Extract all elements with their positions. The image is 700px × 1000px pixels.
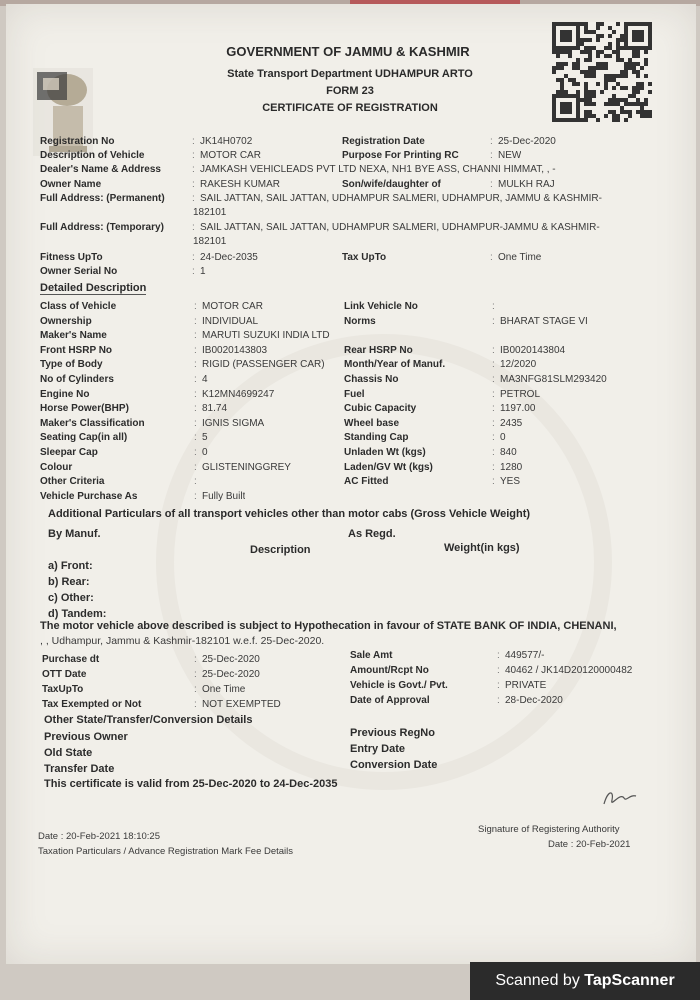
detail-left-13-colon: : <box>194 490 197 502</box>
detailed-description-heading: Detailed Description <box>40 282 147 294</box>
detail-right-12-label: AC Fitted <box>344 476 389 488</box>
right-top-0-value: 25-Dec-2020 <box>498 136 556 147</box>
validity-statement: This certificate is valid from 25-Dec-2020 to 24-Dec-2035 <box>44 778 338 790</box>
detail-left-6-colon: : <box>194 388 197 400</box>
field-5-value: SAIL JATTAN, SAIL JATTAN, UDHAMPUR SALMERI, UDHAMPUR-JAMMU & KASHMIR- <box>200 222 600 233</box>
detail-left-4-colon: : <box>194 359 197 371</box>
detail-left-11-colon: : <box>194 461 197 473</box>
purchase-right-3-colon: : <box>497 695 500 706</box>
detail-right-9-label: Standing Cap <box>344 432 409 444</box>
detail-right-0-colon: : <box>492 301 495 312</box>
scanner-brand: TapScanner <box>584 972 675 989</box>
field-4-value-cont: 182101 <box>193 207 227 218</box>
header-certificate: CERTIFICATE OF REGISTRATION <box>262 102 438 114</box>
detail-left-1-value: INDIVIDUAL <box>202 315 259 327</box>
taxation-details: Taxation Particulars / Advance Registration Mark Fee Details <box>38 846 294 857</box>
header-form: FORM 23 <box>326 85 374 97</box>
detail-left-11-label: Colour <box>40 461 73 473</box>
purchase-left-0-label: Purchase dt <box>42 654 100 665</box>
detail-left-12-colon: : <box>194 476 197 488</box>
axle-other: c) Other: <box>48 592 94 604</box>
purchase-right-0-label: Sale Amt <box>350 650 393 661</box>
purchase-right-1-colon: : <box>497 665 500 676</box>
detail-right-11-colon: : <box>492 461 495 473</box>
detail-right-10-label: Unladen Wt (kgs) <box>344 447 426 458</box>
detail-right-9-colon: : <box>492 432 495 444</box>
right-top-2-colon: : <box>490 179 493 190</box>
header-government: GOVERNMENT OF JAMMU & KASHMIR <box>226 44 470 59</box>
additional-particulars-heading: Additional Particulars of all transport vehicles other than motor cabs (Gross Vehicle Weight) <box>48 508 531 520</box>
axle-tandem: d) Tandem: <box>48 608 107 620</box>
detail-right-10-value: 840 <box>500 447 517 458</box>
field-5-label: Full Address: (Temporary) <box>40 222 164 233</box>
field-2-value: JAMKASH VEHICLEADS PVT LTD NEXA, NH1 BYE ASS, CHANNI HIMMAT, , - <box>200 164 556 175</box>
detail-right-7-colon: : <box>492 403 495 415</box>
header-department: State Transport Department UDHAMPUR ARTO <box>227 68 473 80</box>
detail-left-8-colon: : <box>194 417 197 429</box>
purchase-right-2-colon: : <box>497 680 500 691</box>
detail-left-5-label: No of Cylinders <box>40 374 114 385</box>
detail-right-5-colon: : <box>492 374 495 385</box>
field-2-colon: : <box>192 164 195 175</box>
scanner-badge <box>470 962 700 1000</box>
print-date: Date : 20-Feb-2021 18:10:25 <box>38 831 161 842</box>
purchase-left-2-colon: : <box>194 684 197 695</box>
right-top-1-colon: : <box>490 150 493 161</box>
detail-left-3-colon: : <box>194 344 197 356</box>
field-0-colon: : <box>192 136 195 147</box>
purchase-right-1-value: 40462 / JK14D20120000482 <box>505 665 633 676</box>
purchase-right-3-value: 28-Dec-2020 <box>505 695 563 706</box>
detail-right-11-label: Laden/GV Wt (kgs) <box>344 461 433 473</box>
purchase-right-0-colon: : <box>497 650 500 661</box>
detail-right-3-colon: : <box>492 344 495 356</box>
field-6-value: 24-Dec-2035 <box>200 252 258 263</box>
detail-left-9-label: Seating Cap(in all) <box>40 432 128 444</box>
detail-right-5-value: MA3NFG81SLM293420 <box>500 374 607 385</box>
detail-right-4-label: Month/Year of Manuf. <box>344 359 446 371</box>
entry-date-label: Entry Date <box>350 743 406 755</box>
detail-right-4-value: 12/2020 <box>500 359 537 371</box>
detail-left-1-label: Ownership <box>40 315 92 327</box>
weight-column: Weight(in kgs) <box>444 542 520 554</box>
signature-icon <box>600 786 640 810</box>
scanner-prefix: Scanned by <box>495 972 585 989</box>
detail-right-12-colon: : <box>492 476 495 488</box>
detail-right-9-value: 0 <box>500 432 506 444</box>
detail-left-1-colon: : <box>194 315 197 327</box>
field-2-label: Dealer's Name & Address <box>40 164 161 175</box>
detail-left-2-label: Maker's Name <box>40 330 107 342</box>
field-7-colon: : <box>192 266 195 277</box>
right-top-1-label: Purpose For Printing RC <box>342 150 459 161</box>
purchase-left-2-label: TaxUpTo <box>42 684 84 695</box>
conversion-date-label: Conversion Date <box>350 759 438 771</box>
description-column: Description <box>250 544 311 556</box>
detail-right-1-colon: : <box>492 315 495 327</box>
detail-left-4-value: RIGID (PASSENGER CAR) <box>202 359 325 371</box>
field-1-value: MOTOR CAR <box>200 150 261 161</box>
field-7-value: 1 <box>200 266 206 277</box>
hypothecation-line-1: The motor vehicle above described is subject to Hypothecation in favour of STATE BANK OF INDIA, CHENANI, <box>40 620 617 632</box>
detail-left-5-colon: : <box>194 374 197 385</box>
detail-right-11-value: 1280 <box>500 461 523 473</box>
detail-right-8-colon: : <box>492 417 495 429</box>
detail-right-6-colon: : <box>492 388 495 400</box>
detail-left-9-colon: : <box>194 432 197 444</box>
right-top-2-value: MULKH RAJ <box>498 179 555 190</box>
detail-right-4-colon: : <box>492 359 495 371</box>
purchase-right-2-label: Vehicle is Govt./ Pvt. <box>350 680 448 691</box>
purchase-left-1-label: OTT Date <box>42 669 87 680</box>
detail-left-0-value: MOTOR CAR <box>202 301 263 312</box>
detail-left-2-value: MARUTI SUZUKI INDIA LTD <box>202 330 330 342</box>
detail-right-3-label: Rear HSRP No <box>344 344 413 356</box>
signature-date: Date : 20-Feb-2021 <box>548 839 631 850</box>
right-top-3-value: One Time <box>498 252 542 263</box>
detail-right-1-label: Norms <box>344 315 376 327</box>
by-manuf-label: By Manuf. <box>48 528 101 540</box>
old-state-label: Old State <box>44 747 93 759</box>
field-5-colon: : <box>192 222 195 233</box>
detail-right-3-value: IB0020143804 <box>500 344 566 356</box>
purchase-left-0-colon: : <box>194 654 197 665</box>
transfer-date-label: Transfer Date <box>44 763 115 775</box>
detail-left-7-colon: : <box>194 403 197 415</box>
field-1-colon: : <box>192 150 195 161</box>
detail-left-3-label: Front HSRP No <box>40 344 113 356</box>
purchase-right-3-label: Date of Approval <box>350 695 430 706</box>
detail-left-3-value: IB0020143803 <box>202 344 268 356</box>
field-4-value: SAIL JATTAN, SAIL JATTAN, UDHAMPUR SALMERI, UDHAMPUR, JAMMU & KASHMIR- <box>200 193 602 204</box>
as-regd-label: As Regd. <box>348 528 396 540</box>
detail-left-2-colon: : <box>194 330 197 342</box>
purchase-right-1-label: Amount/Rcpt No <box>350 665 429 676</box>
detail-left-8-value: IGNIS SIGMA <box>202 417 265 429</box>
transfer-heading: Other State/Transfer/Conversion Details <box>44 714 253 726</box>
detail-left-6-label: Engine No <box>40 388 90 400</box>
field-4-colon: : <box>192 193 195 204</box>
detail-right-8-label: Wheel base <box>344 417 400 429</box>
purchase-left-3-label: Tax Exempted or Not <box>42 699 142 710</box>
axle-rear: b) Rear: <box>48 576 90 588</box>
detail-left-11-value: GLISTENINGGREY <box>202 461 291 473</box>
detail-right-7-value: 1197.00 <box>500 403 536 415</box>
purchase-left-1-value: 25-Dec-2020 <box>202 669 260 680</box>
field-0-label: Registration No <box>40 136 115 147</box>
previous-regno-label: Previous RegNo <box>350 727 435 739</box>
purchase-right-0-value: 449577/- <box>505 650 545 661</box>
field-7-label: Owner Serial No <box>40 266 118 277</box>
detail-left-10-value: 0 <box>202 447 208 458</box>
purchase-right-2-value: PRIVATE <box>505 680 547 691</box>
right-top-3-label: Tax UpTo <box>342 252 387 263</box>
detail-left-13-value: Fully Built <box>202 490 246 502</box>
detail-left-13-label: Vehicle Purchase As <box>40 490 138 502</box>
detail-left-8-label: Maker's Classification <box>40 417 145 429</box>
detail-right-7-label: Cubic Capacity <box>344 403 417 415</box>
detail-left-6-value: K12MN4699247 <box>202 388 275 400</box>
right-top-0-label: Registration Date <box>342 136 425 147</box>
field-1-label: Description of Vehicle <box>40 150 145 161</box>
detail-right-6-label: Fuel <box>344 388 365 400</box>
detail-left-7-value: 81.74 <box>202 403 228 415</box>
detail-left-10-colon: : <box>194 447 197 458</box>
field-0-value: JK14H0702 <box>200 136 253 147</box>
right-top-0-colon: : <box>490 136 493 147</box>
purchase-left-0-value: 25-Dec-2020 <box>202 654 260 665</box>
field-6-label: Fitness UpTo <box>40 252 103 263</box>
field-3-value: RAKESH KUMAR <box>200 179 281 190</box>
detail-right-12-value: YES <box>500 476 521 488</box>
right-top-1-value: NEW <box>498 150 522 161</box>
right-top-2-label: Son/wife/daughter of <box>342 179 441 190</box>
detail-left-0-label: Class of Vehicle <box>40 301 117 312</box>
right-top-3-colon: : <box>490 252 493 263</box>
detail-left-12-label: Other Criteria <box>40 476 105 488</box>
detail-right-10-colon: : <box>492 447 495 458</box>
detail-left-9-value: 5 <box>202 432 208 444</box>
detail-left-10-label: Sleepar Cap <box>40 447 98 458</box>
hypothecation-line-2: , , Udhampur, Jammu & Kashmir-182101 w.e.f. 25-Dec-2020. <box>40 635 325 647</box>
detail-right-0-label: Link Vehicle No <box>344 301 418 312</box>
field-3-colon: : <box>192 179 195 190</box>
detail-left-4-label: Type of Body <box>40 359 103 371</box>
detail-right-8-value: 2435 <box>500 417 523 429</box>
detail-right-1-value: BHARAT STAGE VI <box>500 315 588 327</box>
detail-left-7-label: Horse Power(BHP) <box>40 403 129 415</box>
detail-right-5-label: Chassis No <box>344 374 399 385</box>
signature-label: Signature of Registering Authority <box>478 824 620 835</box>
purchase-left-3-value: NOT EXEMPTED <box>202 699 281 710</box>
purchase-left-2-value: One Time <box>202 684 246 695</box>
field-5-value-cont: 182101 <box>193 236 227 247</box>
previous-owner-label: Previous Owner <box>44 731 128 743</box>
purchase-left-3-colon: : <box>194 699 197 710</box>
field-3-label: Owner Name <box>40 179 102 190</box>
detail-right-6-value: PETROL <box>500 388 541 400</box>
detail-left-0-colon: : <box>194 301 197 312</box>
purchase-left-1-colon: : <box>194 669 197 680</box>
field-6-colon: : <box>192 252 195 263</box>
field-4-label: Full Address: (Permanent) <box>40 193 165 204</box>
detail-left-5-value: 4 <box>202 374 208 385</box>
axle-front: a) Front: <box>48 560 93 572</box>
